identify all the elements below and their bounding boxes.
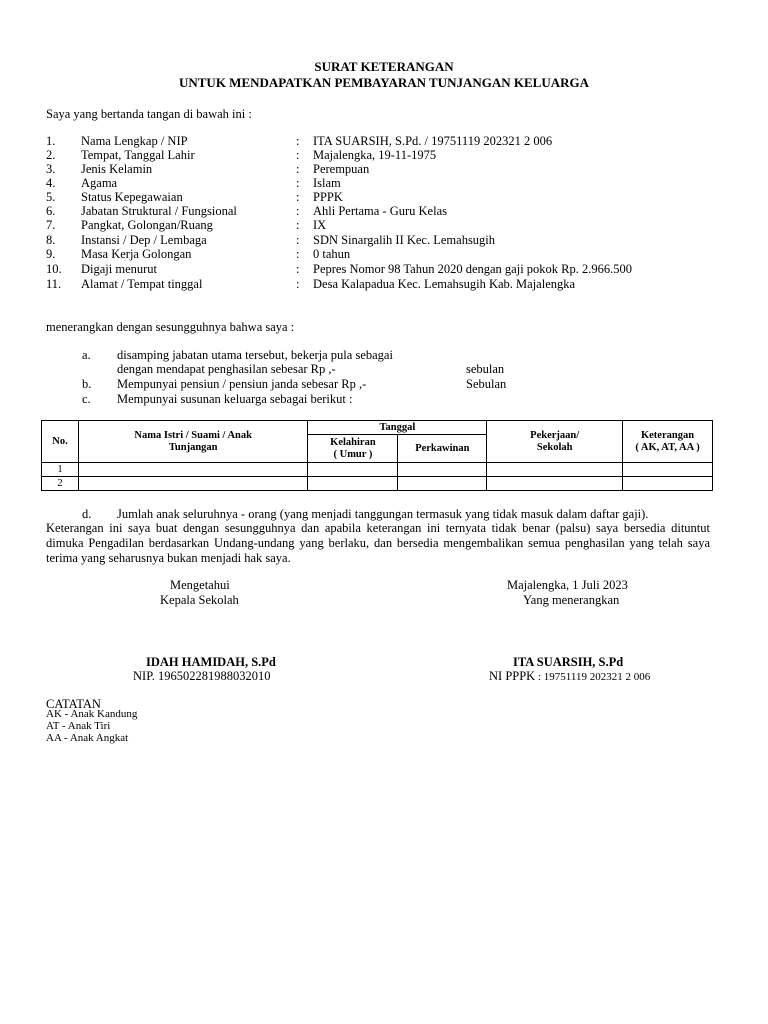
field-label: Agama xyxy=(81,176,118,190)
field-label: Status Kepegawaian xyxy=(81,190,183,204)
field-row xyxy=(46,204,746,218)
sign-right-id-label: NI PPPK xyxy=(489,669,536,683)
document-title: SURAT KETERANGAN xyxy=(314,59,454,74)
closing-paragraph: Keterangan ini saya buat dengan sesungguhnya dan apabila keterangan ini ternyata tidak benar (palsu) saya bersedia dituntut dimuka Pengadilan berdasarkan Undang-undang yang berlaku, dan bersedia mengembalikan semua penghasilan yang telah saya terima yang seharusnya bukan menjadi hak saya. xyxy=(46,521,710,565)
note-line: AK - Anak Kandung xyxy=(46,708,138,720)
item-b-unit: Sebulan xyxy=(466,377,507,391)
item-b-marker: b. xyxy=(82,377,92,391)
cell-kelahiran xyxy=(308,477,398,491)
field-label: Tempat, Tanggal Lahir xyxy=(81,148,195,162)
field-colon: : xyxy=(296,262,300,276)
header-keterangan-line1: Keterangan xyxy=(640,429,695,441)
field-value: ITA SUARSIH, S.Pd. / 19751119 202321 2 006 xyxy=(313,134,553,148)
field-number: 2. xyxy=(46,148,56,162)
field-colon: : xyxy=(296,204,300,218)
field-row xyxy=(46,134,746,148)
row-number: 2 xyxy=(42,477,79,491)
cell-pekerjaan xyxy=(487,477,623,491)
item-c-text: Mempunyai susunan keluarga sebagai berikut : xyxy=(117,392,353,406)
field-value: SDN Sinargalih II Kec. Lemahsugih xyxy=(313,233,496,247)
field-colon: : xyxy=(296,190,300,204)
field-value: Desa Kalapadua Kec. Lemahsugih Kab. Majalengka xyxy=(313,277,576,291)
item-a-unit: sebulan xyxy=(466,362,505,376)
notes-heading: CATATAN xyxy=(46,697,101,711)
field-number: 3. xyxy=(46,162,56,176)
field-value: 0 tahun xyxy=(313,247,351,261)
cell-perkawinan xyxy=(398,477,487,491)
field-row xyxy=(46,233,746,247)
field-label: Alamat / Tempat tinggal xyxy=(81,277,203,291)
header-name-line2: Tunjangan xyxy=(168,441,218,453)
field-label: Masa Kerja Golongan xyxy=(81,247,192,261)
field-value: Ahli Pertama - Guru Kelas xyxy=(313,204,447,218)
field-number: 5. xyxy=(46,190,56,204)
field-row xyxy=(46,277,746,291)
header-keterangan xyxy=(623,421,713,463)
sign-right-line1: Majalengka, 1 Juli 2023 xyxy=(507,578,628,592)
sign-left-name: IDAH HAMIDAH, S.Pd xyxy=(146,655,276,669)
field-value: Majalengka, 19-11-1975 xyxy=(313,148,437,162)
field-label: Jabatan Struktural / Fungsional xyxy=(81,204,237,218)
header-keterangan-line2: ( AK, AT, AA ) xyxy=(635,441,700,453)
sign-left-line1: Mengetahui xyxy=(170,578,230,592)
cell-kelahiran xyxy=(308,463,398,477)
sign-right-line2: Yang menerangkan xyxy=(523,593,620,607)
item-d-text: Jumlah anak seluruhnya - orang (yang menjadi tanggungan termasuk yang tidak masuk dalam daftar gaji). xyxy=(117,507,649,521)
field-label: Pangkat, Golongan/Ruang xyxy=(81,218,213,232)
field-colon: : xyxy=(296,247,300,261)
header-kelahiran xyxy=(308,435,398,463)
header-name-line1: Nama Istri / Suami / Anak xyxy=(134,429,252,441)
field-number: 7. xyxy=(46,218,56,232)
field-row xyxy=(46,262,746,276)
header-no: No. xyxy=(42,421,79,463)
field-number: 8. xyxy=(46,233,56,247)
note-line: AA - Anak Angkat xyxy=(46,732,129,744)
field-value: Islam xyxy=(313,176,341,190)
header-kelahiran-line1: Kelahiran xyxy=(330,436,376,448)
header-kelahiran-line2: ( Umur ) xyxy=(333,448,373,460)
item-b-text: Mempunyai pensiun / pensiun janda sebesar Rp ,- xyxy=(117,377,367,391)
field-number: 4. xyxy=(46,176,56,190)
field-value: PPPK xyxy=(313,190,343,204)
field-number: 9. xyxy=(46,247,56,261)
cell-keterangan xyxy=(623,477,713,491)
item-a-income: dengan mendapat penghasilan sebesar Rp ,- xyxy=(117,362,336,376)
item-a-marker: a. xyxy=(82,348,91,362)
field-label: Digaji menurut xyxy=(81,262,158,276)
header-name xyxy=(78,421,308,463)
cell-keterangan xyxy=(623,463,713,477)
cell-perkawinan xyxy=(398,463,487,477)
field-value: IX xyxy=(313,218,327,232)
field-colon: : xyxy=(296,277,300,291)
item-d-marker: d. xyxy=(82,507,92,521)
field-row xyxy=(46,218,746,232)
cell-name xyxy=(78,463,308,477)
field-label: Nama Lengkap / NIP xyxy=(81,134,188,148)
field-label: Jenis Kelamin xyxy=(81,162,153,176)
field-colon: : xyxy=(296,134,300,148)
field-row xyxy=(46,247,746,261)
header-tanggal: Tanggal xyxy=(308,421,487,435)
note-line: AT - Anak Tiri xyxy=(46,720,111,732)
field-value: Pepres Nomor 98 Tahun 2020 dengan gaji pokok Rp. 2.966.500 xyxy=(313,262,633,276)
table-row xyxy=(42,463,713,477)
field-colon: : xyxy=(296,176,300,190)
family-table xyxy=(41,420,713,491)
field-row xyxy=(46,148,746,162)
field-colon: : xyxy=(296,218,300,232)
row-number: 1 xyxy=(42,463,79,477)
table-row xyxy=(42,477,713,491)
item-c-marker: c. xyxy=(82,392,91,406)
field-number: 1. xyxy=(46,134,56,148)
header-pekerjaan xyxy=(487,421,623,463)
document-subtitle: UNTUK MENDAPATKAN PEMBAYARAN TUNJANGAN KELUARGA xyxy=(178,75,589,90)
cell-pekerjaan xyxy=(487,463,623,477)
field-number: 6. xyxy=(46,204,56,218)
field-colon: : xyxy=(296,233,300,247)
field-colon: : xyxy=(296,148,300,162)
item-a-text: disamping jabatan utama tersebut, bekerja pula sebagai xyxy=(117,348,393,362)
sign-right-id-value: : 19751119 202321 2 006 xyxy=(535,671,651,683)
intro-text: Saya yang bertanda tangan di bawah ini : xyxy=(46,107,252,121)
cell-name xyxy=(78,477,308,491)
field-label: Instansi / Dep / Lembaga xyxy=(81,233,207,247)
field-row xyxy=(46,162,746,176)
field-row xyxy=(46,190,746,204)
sign-right-id xyxy=(489,669,650,684)
field-number: 11. xyxy=(46,277,62,291)
field-number: 10. xyxy=(46,262,62,276)
declaration-text: menerangkan dengan sesungguhnya bahwa saya : xyxy=(46,320,295,334)
header-perkawinan: Perkawinan xyxy=(398,435,487,463)
sign-left-line2: Kepala Sekolah xyxy=(160,593,239,607)
header-pekerjaan-line1: Pekerjaan/ xyxy=(530,429,580,441)
sign-right-name: ITA SUARSIH, S.Pd xyxy=(513,655,624,669)
sign-left-nip: NIP. 196502281988032010 xyxy=(133,669,271,683)
field-row xyxy=(46,176,746,190)
header-pekerjaan-line2: Sekolah xyxy=(536,441,573,453)
field-value: Perempuan xyxy=(313,162,370,176)
field-colon: : xyxy=(296,162,300,176)
